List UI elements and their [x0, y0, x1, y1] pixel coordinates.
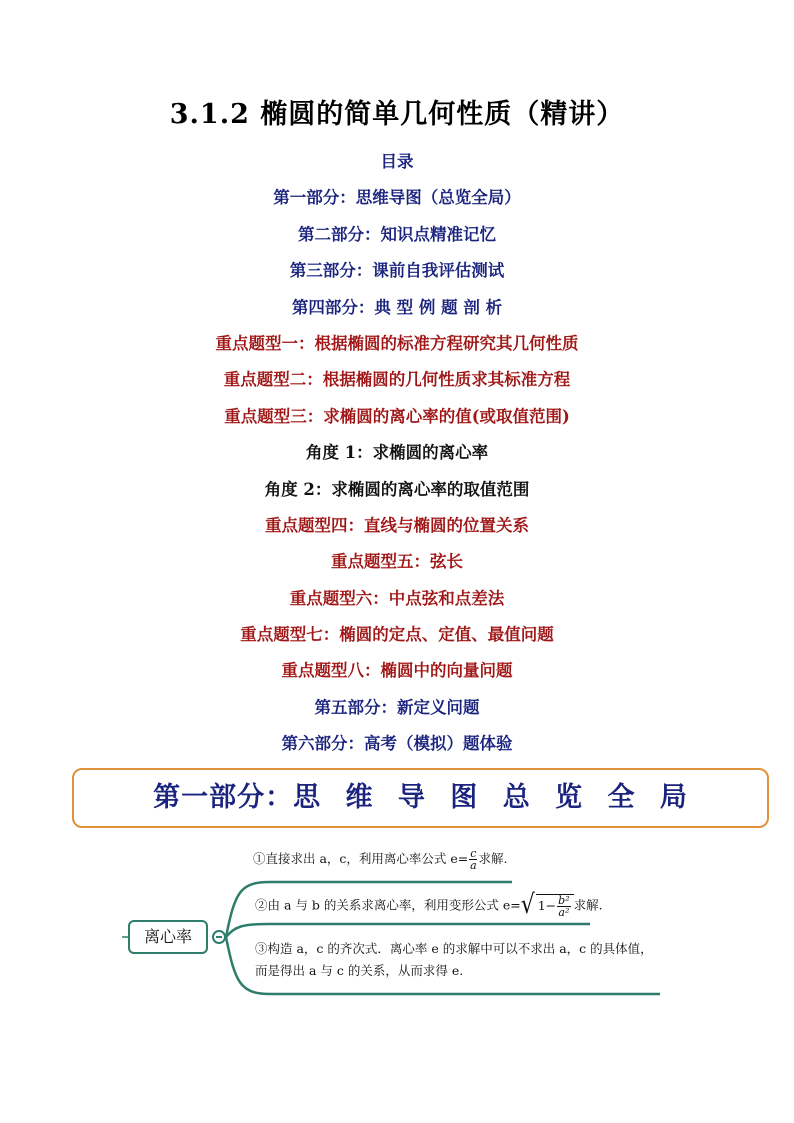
sqrt-icon: √: [520, 890, 535, 921]
toc-item-angle1[interactable]: 角度 1：求椭圆的离心率: [305, 443, 489, 463]
toc-heading: 目录: [380, 152, 414, 171]
branch-text-2: ②由 a 与 b 的关系求离心率，利用变形公式 e=√ 1− $\frac{\text{b²}}{\text{a²}}$ 求解.: [255, 890, 603, 921]
toc-item-type2[interactable]: 重点题型二：根据椭圆的几何性质求其标准方程: [223, 370, 571, 390]
mind-map: [120, 842, 680, 1007]
toc-item-type7[interactable]: 重点题型七：椭圆的定点、定值、最值问题: [240, 625, 554, 645]
toc-item-type1[interactable]: 重点题型一：根据椭圆的标准方程研究其几何性质: [215, 333, 579, 353]
branch-line-2: [226, 924, 590, 937]
collapse-toggle-icon[interactable]: [212, 930, 226, 944]
branch-text-1: ①直接求出 a，c，利用离心率公式 e= $\frac{c}{a}$ 求解.: [253, 847, 508, 872]
toc-item-part4[interactable]: 第四部分：典 型 例 题 剖 析: [291, 297, 503, 317]
toc-item-type5[interactable]: 重点题型五：弦长: [331, 552, 463, 572]
mind-map-root-node: 离心率: [128, 920, 208, 954]
radicand: 1− $\frac{\text{b²}}{\text{a²}}$: [536, 894, 574, 918]
toc-item-type6[interactable]: 重点题型六：中点弦和点差法: [289, 588, 505, 608]
toc-item-type3[interactable]: 重点题型三：求椭圆的离心率的值(或取值范围): [224, 406, 570, 426]
toc-item-part2[interactable]: 第二部分：知识点精准记忆: [298, 224, 496, 244]
page-title: 3.1.2 椭圆的简单几何性质（精讲）: [169, 99, 625, 130]
toc-item-part5[interactable]: 第五部分：新定义问题: [314, 697, 480, 717]
toc-item-angle2[interactable]: 角度 2：求椭圆的离心率的取值范围: [264, 479, 530, 499]
toc-item-part1[interactable]: 第一部分：思维导图（总览全局）: [273, 188, 521, 208]
toc-item-type8[interactable]: 重点题型八：椭圆中的向量问题: [281, 661, 513, 681]
section-banner: 第一部分：思 维 导 图 总 览 全 局: [72, 768, 769, 828]
branch-text-3: ③构造 a，c 的齐次式．离心率 e 的求解中可以不求出 a，c 的具体值， 而是得出 a 与 c 的关系，从而求得 e.: [255, 941, 653, 978]
toc-item-part3[interactable]: 第三部分：课前自我评估测试: [289, 261, 505, 281]
toc-item-type4[interactable]: 重点题型四：直线与椭圆的位置关系: [265, 515, 529, 535]
fraction-c-over-a: $\frac{c}{a}$: [470, 847, 477, 872]
table-of-contents: [0, 148, 794, 767]
toc-item-part6[interactable]: 第六部分：高考（模拟）题体验: [281, 734, 513, 754]
